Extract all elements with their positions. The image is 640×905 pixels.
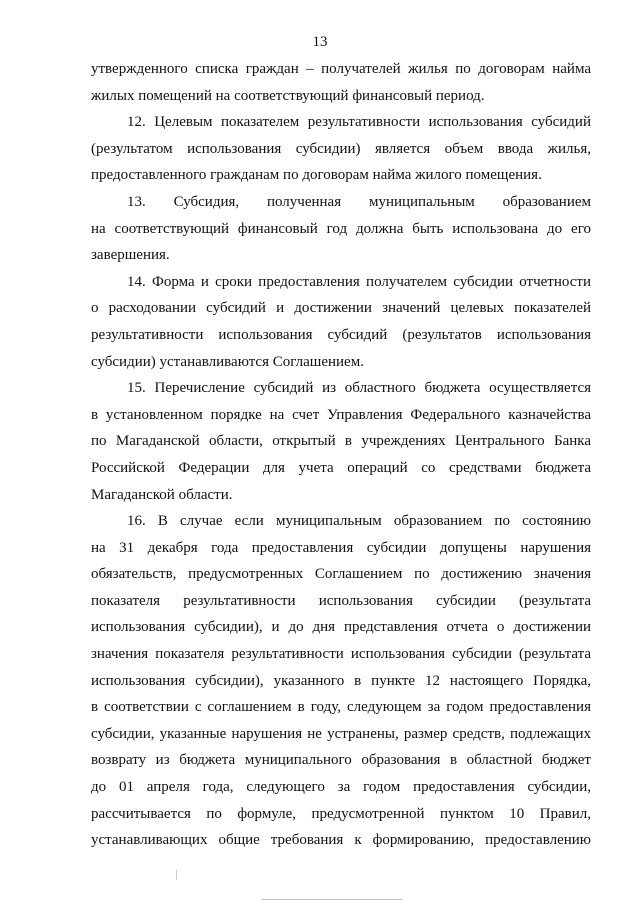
scan-artifact-line — [262, 899, 402, 900]
scan-artifact-line — [176, 870, 177, 880]
text-line: результативности использования субсидий (результатов использования — [91, 326, 591, 343]
text-line: использования субсидии), и до дня представления отчета о достижении — [91, 619, 591, 636]
text-line: 14. Форма и сроки предоставления получателем субсидии отчетности — [127, 273, 591, 290]
text-line: 16. В случае если муниципальным образованием по состоянию — [127, 513, 591, 530]
text-line: 15. Перечисление субсидий из областного бюджета осуществляется — [127, 380, 591, 397]
paragraph-12 — [91, 109, 591, 189]
text-line: устанавливающих общие требования к формированию, предоставлению — [91, 832, 591, 849]
paragraph-15 — [91, 375, 591, 508]
text-line: по Магаданской области, открытый в учреждениях Центрального Банка — [91, 433, 591, 450]
text-line: Магаданской области. — [91, 486, 233, 503]
paragraph-16 — [91, 508, 591, 854]
text-line: субсидии, указанные нарушения не устранены, размер средств, подлежащих — [91, 725, 591, 742]
text-line: завершения. — [91, 247, 170, 264]
page-number: 13 — [312, 34, 328, 50]
text-line: 13. Субсидия, полученная муниципальным образованием — [127, 193, 591, 210]
paragraph-13 — [91, 189, 591, 269]
text-line: утвержденного списка граждан – получателей жилья по договорам найма — [91, 61, 591, 77]
text-line: на соответствующий финансовый год должна быть использована до его — [91, 220, 591, 237]
text-line: обязательств, предусмотренных Соглашением по достижению значения — [91, 566, 591, 583]
text-line: возврату из бюджета муниципального образования в областной бюджет — [91, 752, 591, 769]
text-line: рассчитывается по формуле, предусмотренной пунктом 10 Правил, — [91, 805, 591, 822]
document-body — [91, 56, 591, 854]
paragraph-14 — [91, 269, 591, 375]
text-line: использования субсидии), указанного в пункте 12 настоящего Порядка, — [91, 672, 591, 689]
text-line: о расходовании субсидий и достижении значений целевых показателей — [91, 300, 591, 317]
text-line: (результатом использования субсидии) является объем ввода жилья, — [91, 140, 591, 157]
text-line: в установленном порядке на счет Управления Федерального казначейства — [91, 406, 591, 423]
text-line: субсидии) устанавливаются Соглашением. — [91, 353, 364, 370]
text-line: в соответствии с соглашением в году, следующем за годом предоставления — [91, 699, 591, 716]
text-line: Российской Федерации для учета операций со средствами бюджета — [91, 459, 591, 476]
text-line: показателя результативности использования субсидии (результата — [91, 592, 591, 609]
text-line: жилых помещений на соответствующий финансовый период. — [91, 87, 485, 104]
text-line: на 31 декабря года предоставления субсидии допущены нарушения — [91, 539, 591, 556]
text-line: предоставленного гражданам по договорам найма жилого помещения. — [91, 167, 542, 184]
text-line: 12. Целевым показателем результативности использования субсидий — [127, 114, 591, 131]
text-line: до 01 апреля года, следующего за годом предоставления субсидии, — [91, 779, 591, 796]
paragraph-continuation — [91, 56, 591, 109]
text-line: значения показателя результативности использования субсидии (результата — [91, 646, 591, 663]
